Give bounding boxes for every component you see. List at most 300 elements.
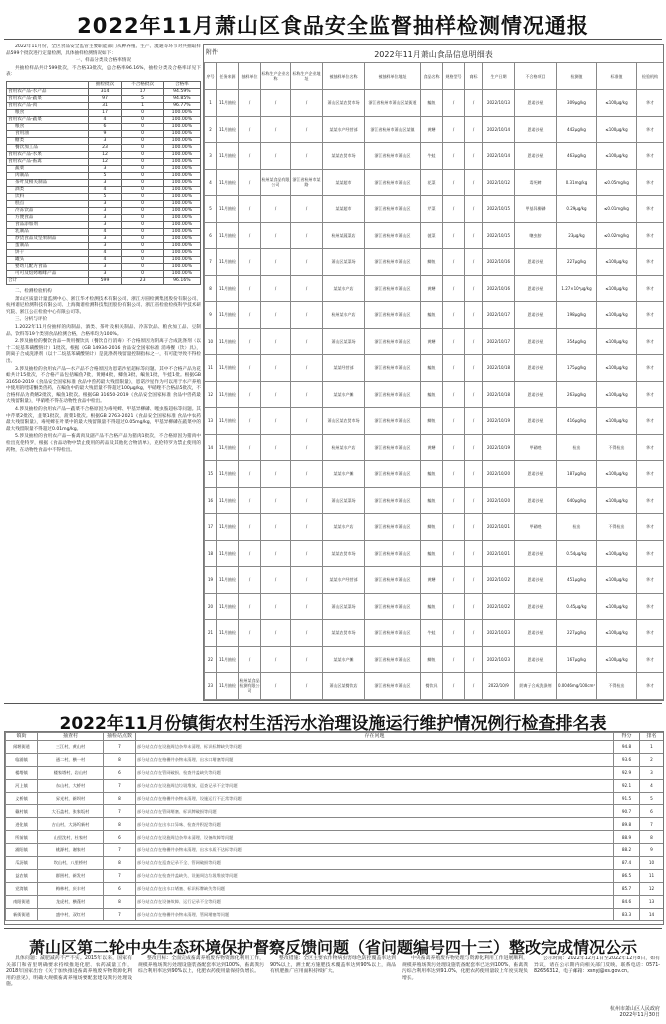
summary-cell: 5 — [88, 172, 122, 179]
summary-cell: 0 — [122, 242, 163, 249]
summary-row — [7, 172, 201, 179]
ranking-cell: 1 — [640, 741, 664, 754]
detail-cell: / — [291, 593, 323, 620]
detail-header: 商标 — [465, 63, 483, 90]
detail-cell: / — [443, 143, 465, 170]
detail-cell: / — [465, 381, 483, 408]
detail-cell: 8 — [205, 275, 217, 302]
ranking-cell: 12 — [640, 882, 664, 895]
detail-cell: / — [291, 540, 323, 567]
detail-cell: 华才 — [637, 116, 664, 143]
detail-cell: 2022/10/19 — [483, 434, 515, 461]
summary-cell: 0 — [122, 193, 163, 200]
detail-cell: 浙江省杭州市萧山区某镇 — [365, 116, 421, 143]
summary-cell: 餐饮加工品 — [7, 144, 89, 151]
detail-cell: 杭州某食品检测有限公司 — [239, 673, 261, 700]
ranking-cell: 部分站点存在检查井盖缺失、设施周边垃圾堆放等问题 — [136, 869, 614, 882]
detail-cell: 2022/10/16 — [483, 275, 515, 302]
summary-cell: 100.00% — [163, 242, 200, 249]
summary-cell: 合计 — [7, 277, 89, 284]
detail-cell: / — [291, 222, 323, 249]
detail-cell: ≤100μg/kg — [597, 461, 637, 488]
detail-cell: / — [239, 434, 261, 461]
detail-cell: 451μg/kg — [557, 567, 597, 594]
detail-cell: / — [261, 196, 291, 223]
ranking-cell: 92.1 — [614, 779, 640, 792]
ranking-cell: 部分站点存在格栅井杂物未清理、出水口堵塞等问题 — [136, 753, 614, 766]
report1-title: 2022年11月萧山区食品安全监督抽样检测情况通报 — [77, 14, 589, 38]
detail-cell: 恩诺沙星 — [515, 646, 557, 673]
summary-cell: 100.00% — [163, 179, 200, 186]
ranking-cell: 部分站点存在格栅井杂物未清理、管网堵塞等问题 — [136, 908, 614, 921]
summary-row — [7, 249, 201, 256]
summary-cell: 0 — [122, 116, 163, 123]
detail-header: 生产日期 — [483, 63, 515, 90]
detail-cell: 0.54μg/kg — [557, 540, 597, 567]
summary-cell: 食用农产品-蔬菜 — [7, 116, 89, 123]
detail-cell: 11月抽检 — [217, 222, 239, 249]
detail-cell: 浙江省杭州市萧山区 — [365, 302, 421, 329]
summary-cell: 17 — [122, 88, 163, 95]
detail-cell: / — [443, 487, 465, 514]
detail-cell: 某某水产店 — [323, 275, 365, 302]
summary-row — [7, 235, 201, 242]
detail-cell: 华才 — [637, 620, 664, 647]
detail-cell: 恩诺沙星 — [515, 567, 557, 594]
detail-cell: 11月抽检 — [217, 487, 239, 514]
detail-cell: 2022/10/18 — [483, 381, 515, 408]
detail-cell: 2022/10/20 — [483, 461, 515, 488]
summary-cell: 蛋制品 — [7, 242, 89, 249]
ranking-row — [6, 766, 664, 779]
ranking-cell: 楼塔镇 — [6, 766, 38, 779]
detail-cell: / — [261, 222, 291, 249]
ranking-cell: 吉山村，大汤坞新村 — [38, 818, 104, 831]
ranking-cell: 部分站点存在设备故障、运行记录不全等问题 — [136, 895, 614, 908]
detail-cell: 浙江省杭州市萧山区 — [365, 461, 421, 488]
detail-cell: ≤100μg/kg — [597, 90, 637, 117]
detail-cell: / — [291, 434, 323, 461]
detail-cell: / — [261, 487, 291, 514]
detail-cell: 菠菜 — [421, 222, 443, 249]
ranking-cell: 88.9 — [614, 831, 640, 844]
ranking-cell: 山里沈村，杜家村 — [38, 831, 104, 844]
detail-cell: 浙江省杭州市萧山区 — [365, 673, 421, 700]
detail-cell: / — [291, 646, 323, 673]
summary-cell: 0 — [122, 263, 163, 270]
ranking-cell: 8 — [104, 857, 136, 870]
notice-text: 公示时间：2022年12月1日至2022年12月8日，如有异议，请在公示期内向相关部门反映。联系电话：0571-82656312，电子邮箱：xsnyj@xs.gov.cn。 — [534, 956, 660, 975]
summary-cell: 100.00% — [163, 214, 200, 221]
summary-cell: 100.00% — [163, 144, 200, 151]
detail-row — [205, 593, 664, 620]
summary-cell: 0 — [122, 214, 163, 221]
detail-cell: 0.31mg/kg — [557, 169, 597, 196]
detail-cell: 不得检出 — [597, 514, 637, 541]
detail-cell: / — [239, 381, 261, 408]
detail-header: 标准值 — [597, 63, 637, 90]
detail-cell: / — [465, 540, 483, 567]
detail-cell: 黄鳝 — [421, 328, 443, 355]
detail-cell: / — [465, 355, 483, 382]
detail-header: 检测值 — [557, 63, 597, 90]
ranking-cell: 三江村，黄山村 — [38, 741, 104, 754]
detail-cell: 某某水产摊 — [323, 381, 365, 408]
ranking-row — [6, 908, 664, 921]
ranking-cell: 4 — [640, 779, 664, 792]
detail-cell: 11月抽检 — [217, 461, 239, 488]
detail-cell: 11月抽检 — [217, 116, 239, 143]
ranking-cell: 7 — [104, 908, 136, 921]
detail-cell: / — [291, 302, 323, 329]
detail-cell: 463μg/kg — [557, 143, 597, 170]
ranking-cell: 益农镇 — [6, 869, 38, 882]
summary-cell: 0 — [122, 249, 163, 256]
ranking-row — [6, 844, 664, 857]
detail-cell: / — [443, 275, 465, 302]
summary-cell: 食用农产品-水产品 — [7, 88, 89, 95]
summary-cell: 0 — [122, 228, 163, 235]
summary-cell: 肉制品 — [7, 172, 89, 179]
summary-cell: 1 — [122, 102, 163, 109]
detail-cell: 某某水产经营部 — [323, 567, 365, 594]
detail-cell: 11 — [205, 355, 217, 382]
detail-cell: 13 — [205, 408, 217, 435]
detail-cell: / — [291, 249, 323, 276]
ranking-cell: 义桥镇 — [6, 792, 38, 805]
summary-cell: 方便食品 — [7, 214, 89, 221]
summary-cell: 100.00% — [163, 158, 200, 165]
ranking-cell: 7 — [104, 844, 136, 857]
summary-cell: 4 — [88, 256, 122, 263]
detail-cell: 浙江省杭州市萧山区 — [365, 143, 421, 170]
summary-row — [7, 228, 201, 235]
detail-cell: 4 — [205, 169, 217, 196]
notice-col-1 — [6, 956, 132, 989]
detail-row — [205, 646, 664, 673]
ranking-cell: 部分站点存在设施周边垃圾堆放、巡查记录不全等问题 — [136, 779, 614, 792]
detail-cell: / — [465, 302, 483, 329]
summary-row — [7, 144, 201, 151]
detail-cell: 浙江省杭州市萧山区 — [365, 355, 421, 382]
detail-cell: / — [465, 434, 483, 461]
report1-body — [6, 44, 201, 699]
detail-cell: 浙江省杭州市萧山区 — [365, 593, 421, 620]
summary-row — [7, 123, 201, 130]
detail-cell: / — [291, 408, 323, 435]
detail-cell: 167μg/kg — [557, 646, 597, 673]
detail-cell: 鳊鱼 — [421, 355, 443, 382]
detail-cell: / — [239, 249, 261, 276]
detail-cell: 萧山区某农贸市场 — [323, 408, 365, 435]
detail-cell: / — [261, 249, 291, 276]
summary-cell: 3 — [88, 235, 122, 242]
detail-cell: / — [443, 540, 465, 567]
detail-cell: / — [443, 408, 465, 435]
detail-cell: / — [291, 196, 323, 223]
detail-cell: 2022/10/12 — [483, 169, 515, 196]
detail-cell: / — [239, 620, 261, 647]
detail-row — [205, 116, 664, 143]
summary-cell: 100.00% — [163, 256, 200, 263]
detail-cell: / — [261, 381, 291, 408]
detail-row — [205, 275, 664, 302]
summary-cell: 17 — [88, 109, 122, 116]
detail-cell: / — [261, 434, 291, 461]
ranking-cell: 新街街道 — [6, 908, 38, 921]
detail-cell: / — [465, 408, 483, 435]
summary-cell: 0 — [122, 186, 163, 193]
detail-cell: 恩诺沙星 — [515, 461, 557, 488]
detail-header: 检验机构 — [637, 63, 664, 90]
detail-cell: 16 — [205, 487, 217, 514]
summary-row — [7, 102, 201, 109]
summary-cell: 100.00% — [163, 235, 200, 242]
ranking-row — [6, 741, 664, 754]
summary-cell: 0 — [122, 165, 163, 172]
detail-cell: 187μg/kg — [557, 461, 597, 488]
ranking-cell: 87.4 — [614, 857, 640, 870]
ranking-row — [6, 857, 664, 870]
detail-cell: 某某水产摊 — [323, 461, 365, 488]
detail-cell: 某某水产经营部 — [323, 116, 365, 143]
detail-cell: / — [443, 593, 465, 620]
detail-row — [205, 487, 664, 514]
ranking-cell: 通二村，横一村 — [38, 753, 104, 766]
summary-row — [7, 270, 201, 277]
summary-cell: 100.00% — [163, 200, 200, 207]
detail-cell: ≤100μg/kg — [597, 408, 637, 435]
ranking-cell: 戴村镇 — [6, 805, 38, 818]
ranking-cell: 89.8 — [614, 818, 640, 831]
detail-cell: / — [465, 328, 483, 355]
detail-cell: / — [239, 328, 261, 355]
ranking-row — [6, 818, 664, 831]
detail-cell: / — [465, 196, 483, 223]
ranking-cell: 闻堰街道 — [6, 741, 38, 754]
detail-cell: / — [239, 355, 261, 382]
summary-cell: 炒货食品及坚果制品 — [7, 235, 89, 242]
detail-cell: / — [465, 593, 483, 620]
summary-cell: 食用油 — [7, 130, 89, 137]
detail-cell: / — [465, 90, 483, 117]
summary-cell: 100.00% — [163, 221, 200, 228]
ranking-cell: 部分站点存在格栅井杂物未清理、出水水质不达标等问题 — [136, 844, 614, 857]
detail-cell: / — [291, 355, 323, 382]
ranking-cell: 梅林村，庆丰村 — [38, 882, 104, 895]
summary-cell: 3 — [88, 165, 122, 172]
detail-cell: 鳊鱼 — [421, 487, 443, 514]
ranking-header: 存在问题 — [136, 733, 614, 741]
summary-cell: 3 — [88, 242, 122, 249]
detail-cell: ≤100μg/kg — [597, 567, 637, 594]
ranking-cell: 部分站点存在设施周边杂草未清理、设备故障等问题 — [136, 831, 614, 844]
detail-cell: 227μg/kg — [557, 620, 597, 647]
summary-row — [7, 109, 201, 116]
detail-cell: 华才 — [637, 169, 664, 196]
ranking-cell: 6 — [104, 831, 136, 844]
detail-cell: 华才 — [637, 646, 664, 673]
detail-header: 规格型号 — [443, 63, 465, 90]
summary-row — [7, 207, 201, 214]
detail-cell: / — [239, 169, 261, 196]
detail-cell: 浙江省杭州市萧山区某街道 — [365, 90, 421, 117]
detail-cell: 2022/10/21 — [483, 540, 515, 567]
detail-cell: 10 — [205, 328, 217, 355]
summary-cell: 食用农产品-畜禽 — [7, 158, 89, 165]
ranking-cell: 94.8 — [614, 741, 640, 754]
ranking-cell: 7 — [104, 805, 136, 818]
detail-row — [205, 90, 664, 117]
summary-cell: 599 — [88, 277, 122, 284]
detail-cell: 华才 — [637, 249, 664, 276]
detail-cell: 鳊鱼 — [421, 381, 443, 408]
detail-cell: / — [443, 222, 465, 249]
detail-cell: 22 — [205, 646, 217, 673]
detail-cell: / — [239, 222, 261, 249]
detail-cell: ≤100μg/kg — [597, 302, 637, 329]
detail-cell: 鲫鱼 — [421, 249, 443, 276]
detail-cell: 2022/10/23 — [483, 620, 515, 647]
ranking-cell: 7 — [104, 779, 136, 792]
detail-cell: 华才 — [637, 540, 664, 567]
detail-cell: 黄鳝 — [421, 275, 443, 302]
detail-cell: 华才 — [637, 196, 664, 223]
summary-cell: 饼干 — [7, 249, 89, 256]
detail-cell: / — [239, 90, 261, 117]
ranking-cell: 85.7 — [614, 882, 640, 895]
detail-row — [205, 196, 664, 223]
detail-cell: 浙江省杭州市萧山区 — [365, 249, 421, 276]
summary-cell: 0 — [122, 109, 163, 116]
ranking-cell: 部分站点存在管网堵塞、标识牌破损等问题 — [136, 805, 614, 818]
summary-cell: 96.16% — [163, 277, 200, 284]
detail-cell: 2022/10/20 — [483, 487, 515, 514]
detail-cell: 9 — [205, 302, 217, 329]
detail-cell: 华才 — [637, 567, 664, 594]
detail-cell: 某某经营部 — [323, 355, 365, 382]
summary-cell: 96.77% — [163, 102, 200, 109]
detail-cell: / — [443, 169, 465, 196]
detail-cell: 12 — [205, 381, 217, 408]
summary-cell: 0 — [122, 144, 163, 151]
ranking-row — [6, 895, 664, 908]
summary-cell: 粮食 — [7, 123, 89, 130]
detail-cell: 黄鳝 — [421, 116, 443, 143]
detail-cell: 11月抽检 — [217, 540, 239, 567]
detail-cell: 15 — [205, 461, 217, 488]
detail-cell: / — [465, 222, 483, 249]
detail-cell: 恩诺沙星 — [515, 328, 557, 355]
summary-cell: 食用农产品-水果 — [7, 151, 89, 158]
ranking-cell: 88.2 — [614, 844, 640, 857]
ranking-cell: 3 — [640, 766, 664, 779]
detail-cell: / — [261, 620, 291, 647]
detail-cell: 浙江省杭州市某路 — [291, 169, 323, 196]
report2-title: 2022年11月份镇街农村生活污水治理设施运行维护情况例行检查排名表 — [59, 714, 607, 734]
detail-cell: 浙江省杭州市萧山区 — [365, 275, 421, 302]
summary-row — [7, 256, 201, 263]
ranking-cell: 部分站点存在格栅井杂物未清理、设施运行不正常等问题 — [136, 792, 614, 805]
notice-text: 整改措施：全区主要农作物病虫害绿色防控覆盖率达到90%以上，测土配方施肥技术覆盖率达到90%以上，商品有机肥推广应用面积持续扩大。 — [270, 956, 396, 975]
detail-cell: 甲硝唑 — [515, 434, 557, 461]
summary-cell: 0 — [122, 221, 163, 228]
detail-cell: / — [239, 646, 261, 673]
ranking-cell: 5 — [640, 792, 664, 805]
notice-text: 中央畜禽养殖废弃物处理与资源化利用工作进展顺利，规模养殖场粪污处理设施装备配套率已达到100%，畜禽粪污综合利用率达到91.0%，化肥农药使用量较上年度实现负增长。 — [402, 956, 528, 981]
detail-cell: 18 — [205, 540, 217, 567]
detail-cell: 鳊鱼 — [421, 593, 443, 620]
notice-text: 具体问题：减肥减药不严不实。2015年以来，国家有关部门和省里明确要求持续推进化肥、农药减量工作，2018年国家出台《关于加快推进畜禽养殖废弃物资源化利用的意见》，明确大规模畜禽养殖场要配套建设粪污处理设施。 — [6, 956, 132, 988]
detail-row — [205, 514, 664, 541]
detail-cell: ≤0.05mg/kg — [597, 169, 637, 196]
detail-cell: 2022/10/15 — [483, 196, 515, 223]
summary-cell: 100.00% — [163, 193, 200, 200]
summary-cell: 4 — [88, 228, 122, 235]
summary-cell: 食品添加剂 — [7, 221, 89, 228]
detail-cell: / — [261, 302, 291, 329]
detail-cell: 华才 — [637, 275, 664, 302]
detail-cell: / — [239, 143, 261, 170]
detail-cell: 11月抽检 — [217, 408, 239, 435]
detail-cell: 鳊鱼 — [421, 461, 443, 488]
report1-paragraph: 萧山区质量计量监测中心、浙江华才检测技术有限公司、浙江方圆检测集团股份有限公司、杭州谱尼检测科技有限公司、上海微谱检测科技集团股份有限公司、浙江省检验检疫科学技术研究院、浙江公正检验中心有限公司等。 — [6, 296, 201, 315]
summary-row — [7, 277, 201, 284]
detail-cell: 1.27×10³μg/kg — [557, 275, 597, 302]
summary-cell: 3 — [88, 200, 122, 207]
ranking-row — [6, 792, 664, 805]
summary-cell: 0 — [122, 179, 163, 186]
detail-cell: 11月抽检 — [217, 328, 239, 355]
detail-cell: 某某农贸市场 — [323, 620, 365, 647]
detail-cell: 浙江省杭州市萧山区 — [365, 381, 421, 408]
detail-cell: 恩诺沙星 — [515, 487, 557, 514]
notice-text: 整改目标：全面完成畜禽养殖废弃物资源化利用工作，规模养殖场粪污处理设施装备配套率达到100%，畜禽粪污综合利用率达到90%以上，化肥农药使用量保持负增长。 — [138, 956, 264, 975]
report1-paragraph: 4.涉及抽检的食用农产品—蔬菜不合格原因为毒死蜱、甲基异柳磷、噻虫胺超标等问题。其中芹菜2批次，韭菜1批次，菠菜1批次。根据GB 2763-2021《食品安全国家标准 食品中农药最大残留限量》，毒死蜱在叶菜中的最大残留限量不得超过0.05mg/kg，甲基异柳磷在蔬菜中的最大残留限量不得超过0.01mg/kg。 — [6, 407, 201, 432]
summary-header: 合格率 — [163, 81, 200, 88]
detail-cell: 恩诺沙星 — [515, 540, 557, 567]
summary-cell: 3 — [88, 137, 122, 144]
detail-cell: / — [261, 593, 291, 620]
detail-row — [205, 302, 664, 329]
ranking-cell: 91.5 — [614, 792, 640, 805]
detail-cell: 11月抽检 — [217, 90, 239, 117]
detail-cell: ≤100μg/kg — [597, 143, 637, 170]
ranking-row — [6, 869, 664, 882]
detail-cell: 2022/10/18 — [483, 355, 515, 382]
summary-cell: 0 — [122, 207, 163, 214]
detail-cell: 阴离子合成洗涤剂 — [515, 673, 557, 700]
detail-cell: / — [465, 567, 483, 594]
detail-cell: / — [443, 355, 465, 382]
detail-cell: 3 — [205, 143, 217, 170]
detail-cell: 11月抽检 — [217, 302, 239, 329]
detail-cell: / — [261, 90, 291, 117]
summary-cell: 97 — [88, 95, 122, 102]
detail-cell: 2022/10/17 — [483, 302, 515, 329]
detail-cell: 浙江省杭州市萧山区 — [365, 646, 421, 673]
detail-cell: 恩诺沙星 — [515, 302, 557, 329]
summary-cell: 0 — [122, 256, 163, 263]
detail-cell: 华才 — [637, 328, 664, 355]
detail-cell: / — [443, 646, 465, 673]
summary-cell: 0 — [122, 137, 163, 144]
detail-cell: / — [443, 196, 465, 223]
ranking-cell: 8 — [104, 818, 136, 831]
detail-cell: 浙江省杭州市萧山区 — [365, 434, 421, 461]
detail-header: 标称生产企业地址 — [291, 63, 323, 90]
summary-cell: 6 — [88, 123, 122, 130]
